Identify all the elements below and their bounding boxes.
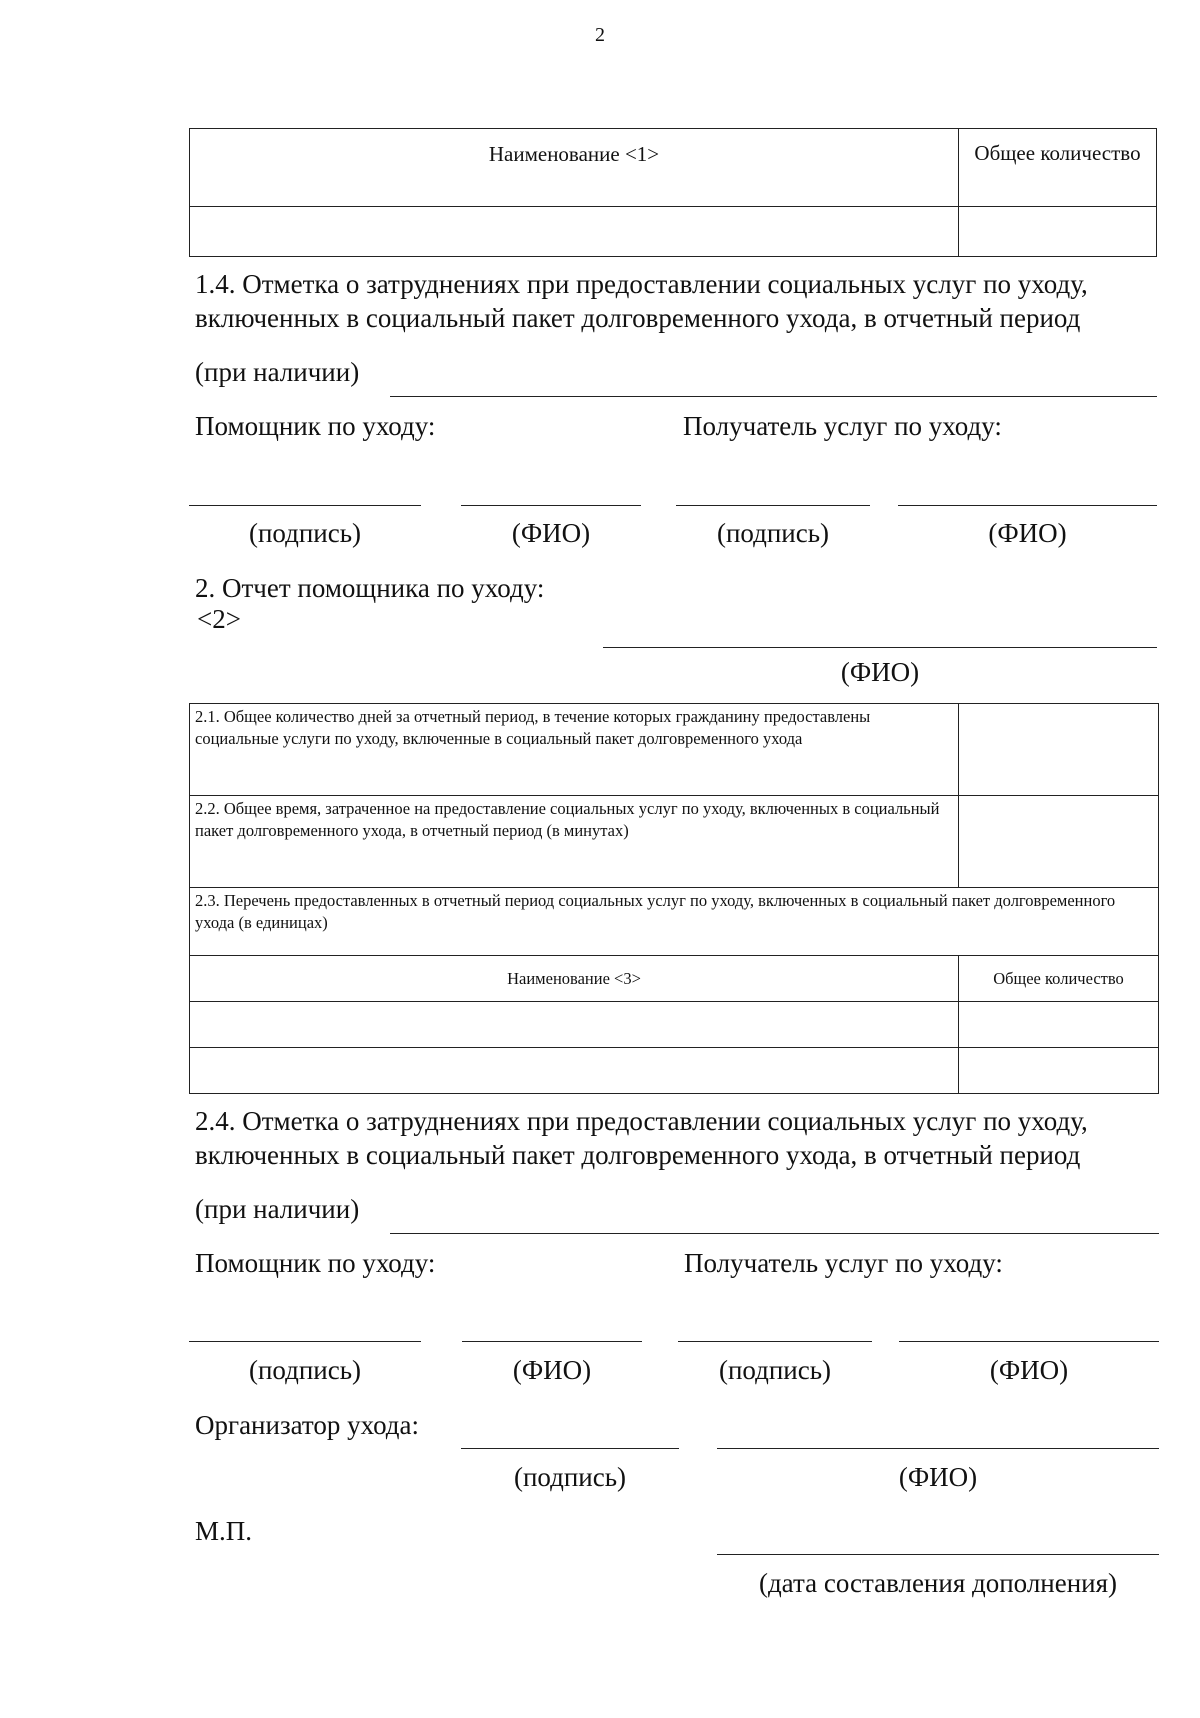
recipient-signature-line-2[interactable]: [678, 1341, 872, 1342]
recipient-signature-caption: (подпись): [716, 518, 830, 548]
page-number: 2: [595, 24, 605, 46]
service-row-2-total[interactable]: [959, 1048, 1159, 1094]
row-2-2-value[interactable]: [959, 796, 1159, 888]
service-row-2-name[interactable]: [190, 1048, 959, 1094]
section-2-ref: <2>: [197, 604, 241, 634]
section-2-4-line2: включенных в социальный пакет долговременного ухода, в отчетный период: [195, 1140, 1081, 1170]
recipient-fio-line[interactable]: [898, 505, 1157, 506]
assistant-label: Помощник по уходу:: [195, 411, 436, 441]
assistant-label-2: Помощник по уходу:: [195, 1248, 436, 1278]
section-2-4-line1: 2.4. Отметка о затруднениях при предоставлении социальных услуг по уходу,: [195, 1106, 1088, 1136]
row-2-2-label: 2.2. Общее время, затраченное на предоставление социальных услуг по уходу, включенных в социальный пакет долговременного ухода, в отчетный период (в минутах): [190, 796, 959, 888]
section-1-4-line2: включенных в социальный пакет долговременного ухода, в отчетный период: [195, 303, 1081, 333]
date-line[interactable]: [717, 1554, 1159, 1555]
stamp-label: М.П.: [195, 1516, 253, 1546]
assistant-signature-line-2[interactable]: [189, 1341, 421, 1342]
organizer-fio-caption: (ФИО): [898, 1462, 978, 1492]
header-name: Наименование <1>: [190, 129, 959, 207]
assistant-report-fio-line[interactable]: [603, 647, 1157, 648]
organizer-fio-line[interactable]: [717, 1448, 1159, 1449]
service-row-1-name[interactable]: [190, 1002, 959, 1048]
header-total-3: Общее количество: [959, 956, 1159, 1002]
organizer-signature-line[interactable]: [461, 1448, 679, 1449]
header-total: Общее количество: [959, 129, 1157, 207]
assistant-report-fio-caption: (ФИО): [840, 657, 920, 687]
recipient-fio-caption-2: (ФИО): [989, 1355, 1069, 1385]
recipient-label-2: Получатель услуг по уходу:: [684, 1248, 1003, 1278]
assistant-fio-line-2[interactable]: [462, 1341, 642, 1342]
recipient-signature-caption-2: (подпись): [718, 1355, 832, 1385]
date-caption: (дата составления дополнения): [758, 1568, 1118, 1598]
section-1-4-line1: 1.4. Отметка о затруднениях при предоставлении социальных услуг по уходу,: [195, 269, 1088, 299]
recipient-fio-caption: (ФИО): [988, 518, 1067, 548]
if-any-label-2: (при наличии): [195, 1194, 360, 1224]
assistant-signature-line[interactable]: [189, 505, 421, 506]
organizer-signature-caption: (подпись): [513, 1462, 627, 1492]
difficulty-note-line-2[interactable]: [390, 1233, 1159, 1234]
header-name-3: Наименование <3>: [190, 956, 959, 1002]
row-2-1-value[interactable]: [959, 704, 1159, 796]
assistant-signature-caption-2: (подпись): [248, 1355, 362, 1385]
difficulty-note-line[interactable]: [390, 396, 1157, 397]
assistant-signature-caption: (подпись): [248, 518, 362, 548]
row-2-3-label: 2.3. Перечень предоставленных в отчетный период социальных услуг по уходу, включенных в социальный пакет долговременного ухода (в единицах): [190, 888, 1159, 956]
cell-total-empty[interactable]: [959, 207, 1157, 257]
if-any-label: (при наличии): [195, 357, 360, 387]
assistant-fio-caption: (ФИО): [511, 518, 591, 548]
report-table: [189, 703, 1159, 1094]
service-row-1-total[interactable]: [959, 1002, 1159, 1048]
cell-name-empty[interactable]: [190, 207, 959, 257]
assistant-fio-line[interactable]: [461, 505, 641, 506]
recipient-label: Получатель услуг по уходу:: [683, 411, 1002, 441]
items-table-1: [189, 128, 1157, 257]
recipient-fio-line-2[interactable]: [899, 1341, 1159, 1342]
organizer-label: Организатор ухода:: [195, 1410, 420, 1440]
assistant-fio-caption-2: (ФИО): [512, 1355, 592, 1385]
section-2-title: 2. Отчет помощника по уходу:: [195, 573, 545, 603]
row-2-1-label: 2.1. Общее количество дней за отчетный период, в течение которых гражданину предоставлены социальные услуги по уходу, включенные в социальный пакет долговременного ухода: [190, 704, 959, 796]
recipient-signature-line[interactable]: [676, 505, 870, 506]
